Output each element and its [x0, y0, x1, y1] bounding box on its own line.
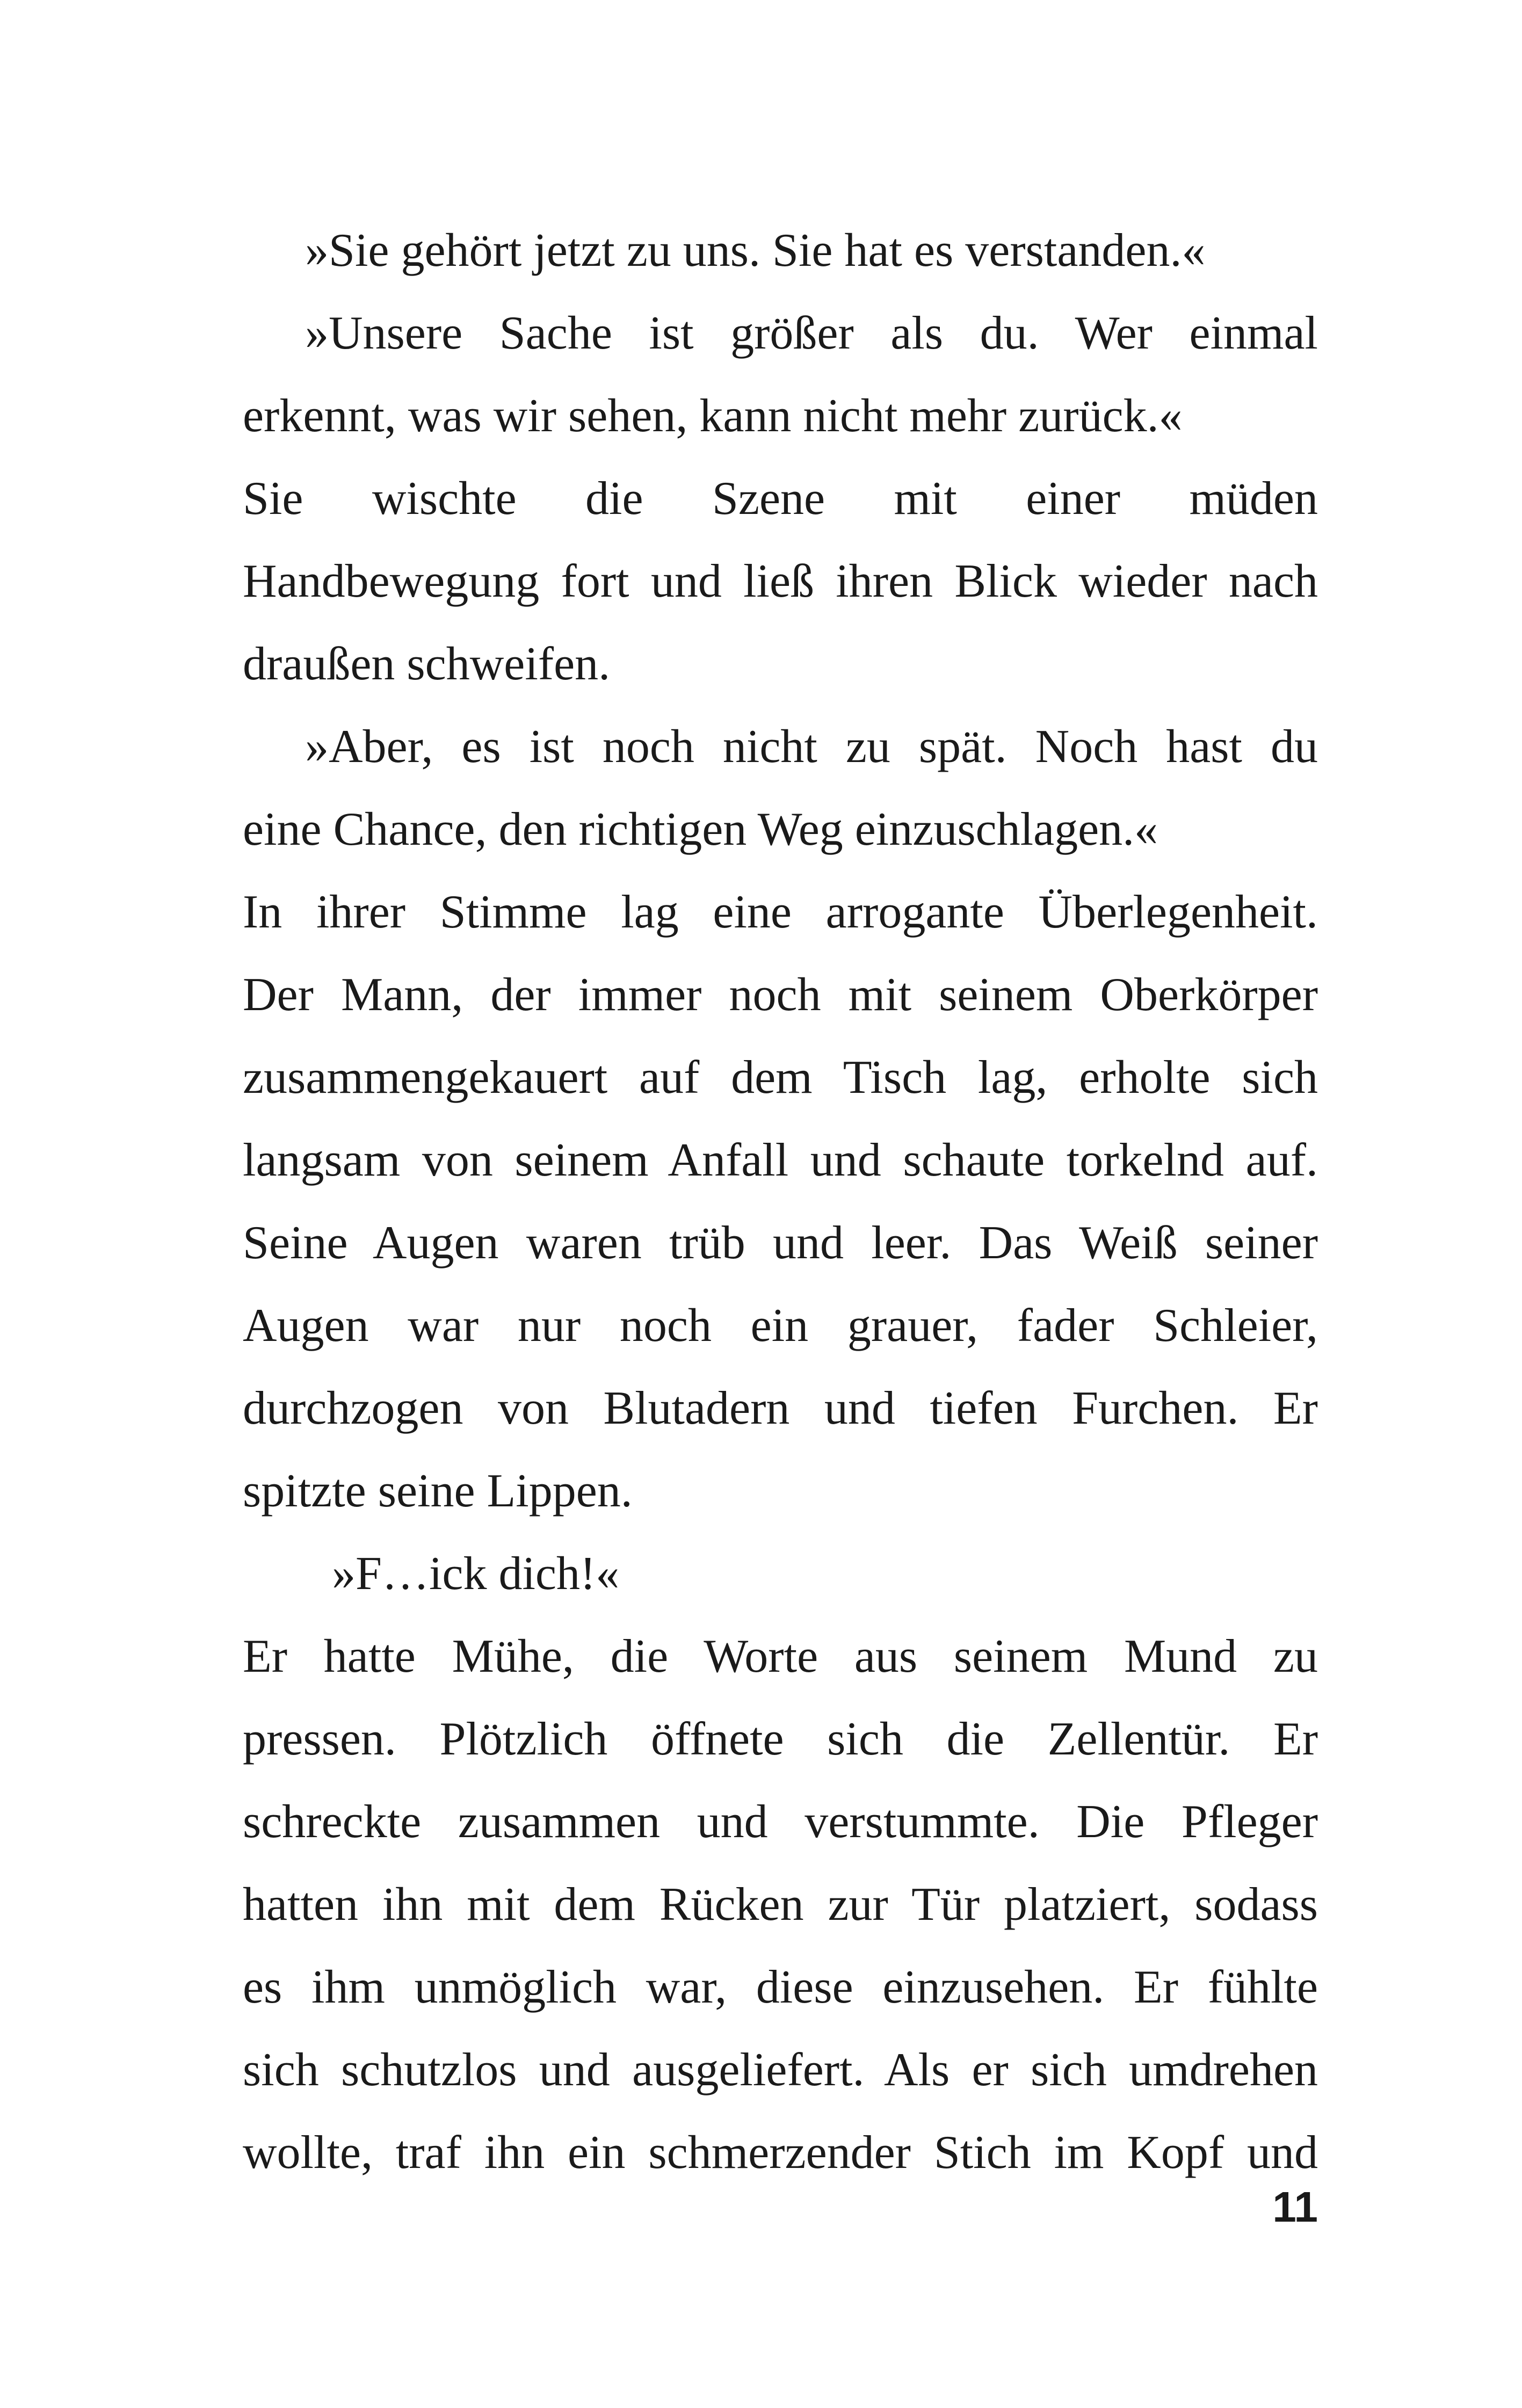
- text-line: Der Mann, der immer noch mit seinem Oberkörper: [243, 969, 1318, 1021]
- text-line: sich schutzlos und ausgeliefert. Als er sich umdrehen: [243, 2044, 1318, 2096]
- text-line: Seine Augen waren trüb und leer. Das Weiß seiner: [243, 1217, 1318, 1269]
- text-line: wollte, traf ihn ein schmerzender Stich im Kopf und: [243, 2127, 1318, 2179]
- body-text: [243, 209, 1318, 2194]
- text-line: Augen war nur noch ein grauer, fader Schleier,: [243, 1300, 1318, 1352]
- text-line: erkennt, was wir sehen, kann nicht mehr zurück.«: [243, 390, 1183, 442]
- text-line: es ihm unmöglich war, diese einzusehen. Er fühlte: [243, 1961, 1318, 2013]
- text-line: pressen. Plötzlich öffnete sich die Zellentür. Er: [243, 1713, 1318, 1765]
- text-line: In ihrer Stimme lag eine arrogante Überlegenheit.: [243, 886, 1318, 938]
- page-number: 11: [1272, 2183, 1318, 2231]
- text-line: Handbewegung fort und ließ ihren Blick wieder nach: [243, 555, 1318, 607]
- text-line: eine Chance, den richtigen Weg einzuschlagen.«: [243, 803, 1158, 855]
- text-line: »Unsere Sache ist größer als du. Wer einmal: [305, 307, 1318, 359]
- text-line: draußen schweifen.: [243, 638, 611, 690]
- text-line: »F…ick dich!«: [332, 1548, 620, 1600]
- text-line: hatten ihn mit dem Rücken zur Tür platziert, sodass: [243, 1878, 1318, 1931]
- text-line: zusammengekauert auf dem Tisch lag, erholte sich: [243, 1051, 1318, 1104]
- text-line: Er hatte Mühe, die Worte aus seinem Mund zu: [243, 1630, 1318, 1682]
- text-line: durchzogen von Blutadern und tiefen Furchen. Er: [243, 1382, 1318, 1434]
- text-line: »Sie gehört jetzt zu uns. Sie hat es verstanden.«: [305, 224, 1206, 277]
- text-line: langsam von seinem Anfall und schaute torkelnd auf.: [243, 1134, 1318, 1186]
- text-line: schreckte zusammen und verstummte. Die Pfleger: [243, 1796, 1318, 1848]
- text-line: Sie wischte die Szene mit einer müden: [243, 473, 1318, 525]
- text-line: »Aber, es ist noch nicht zu spät. Noch hast du: [305, 721, 1318, 773]
- text-line: spitzte seine Lippen.: [243, 1465, 633, 1517]
